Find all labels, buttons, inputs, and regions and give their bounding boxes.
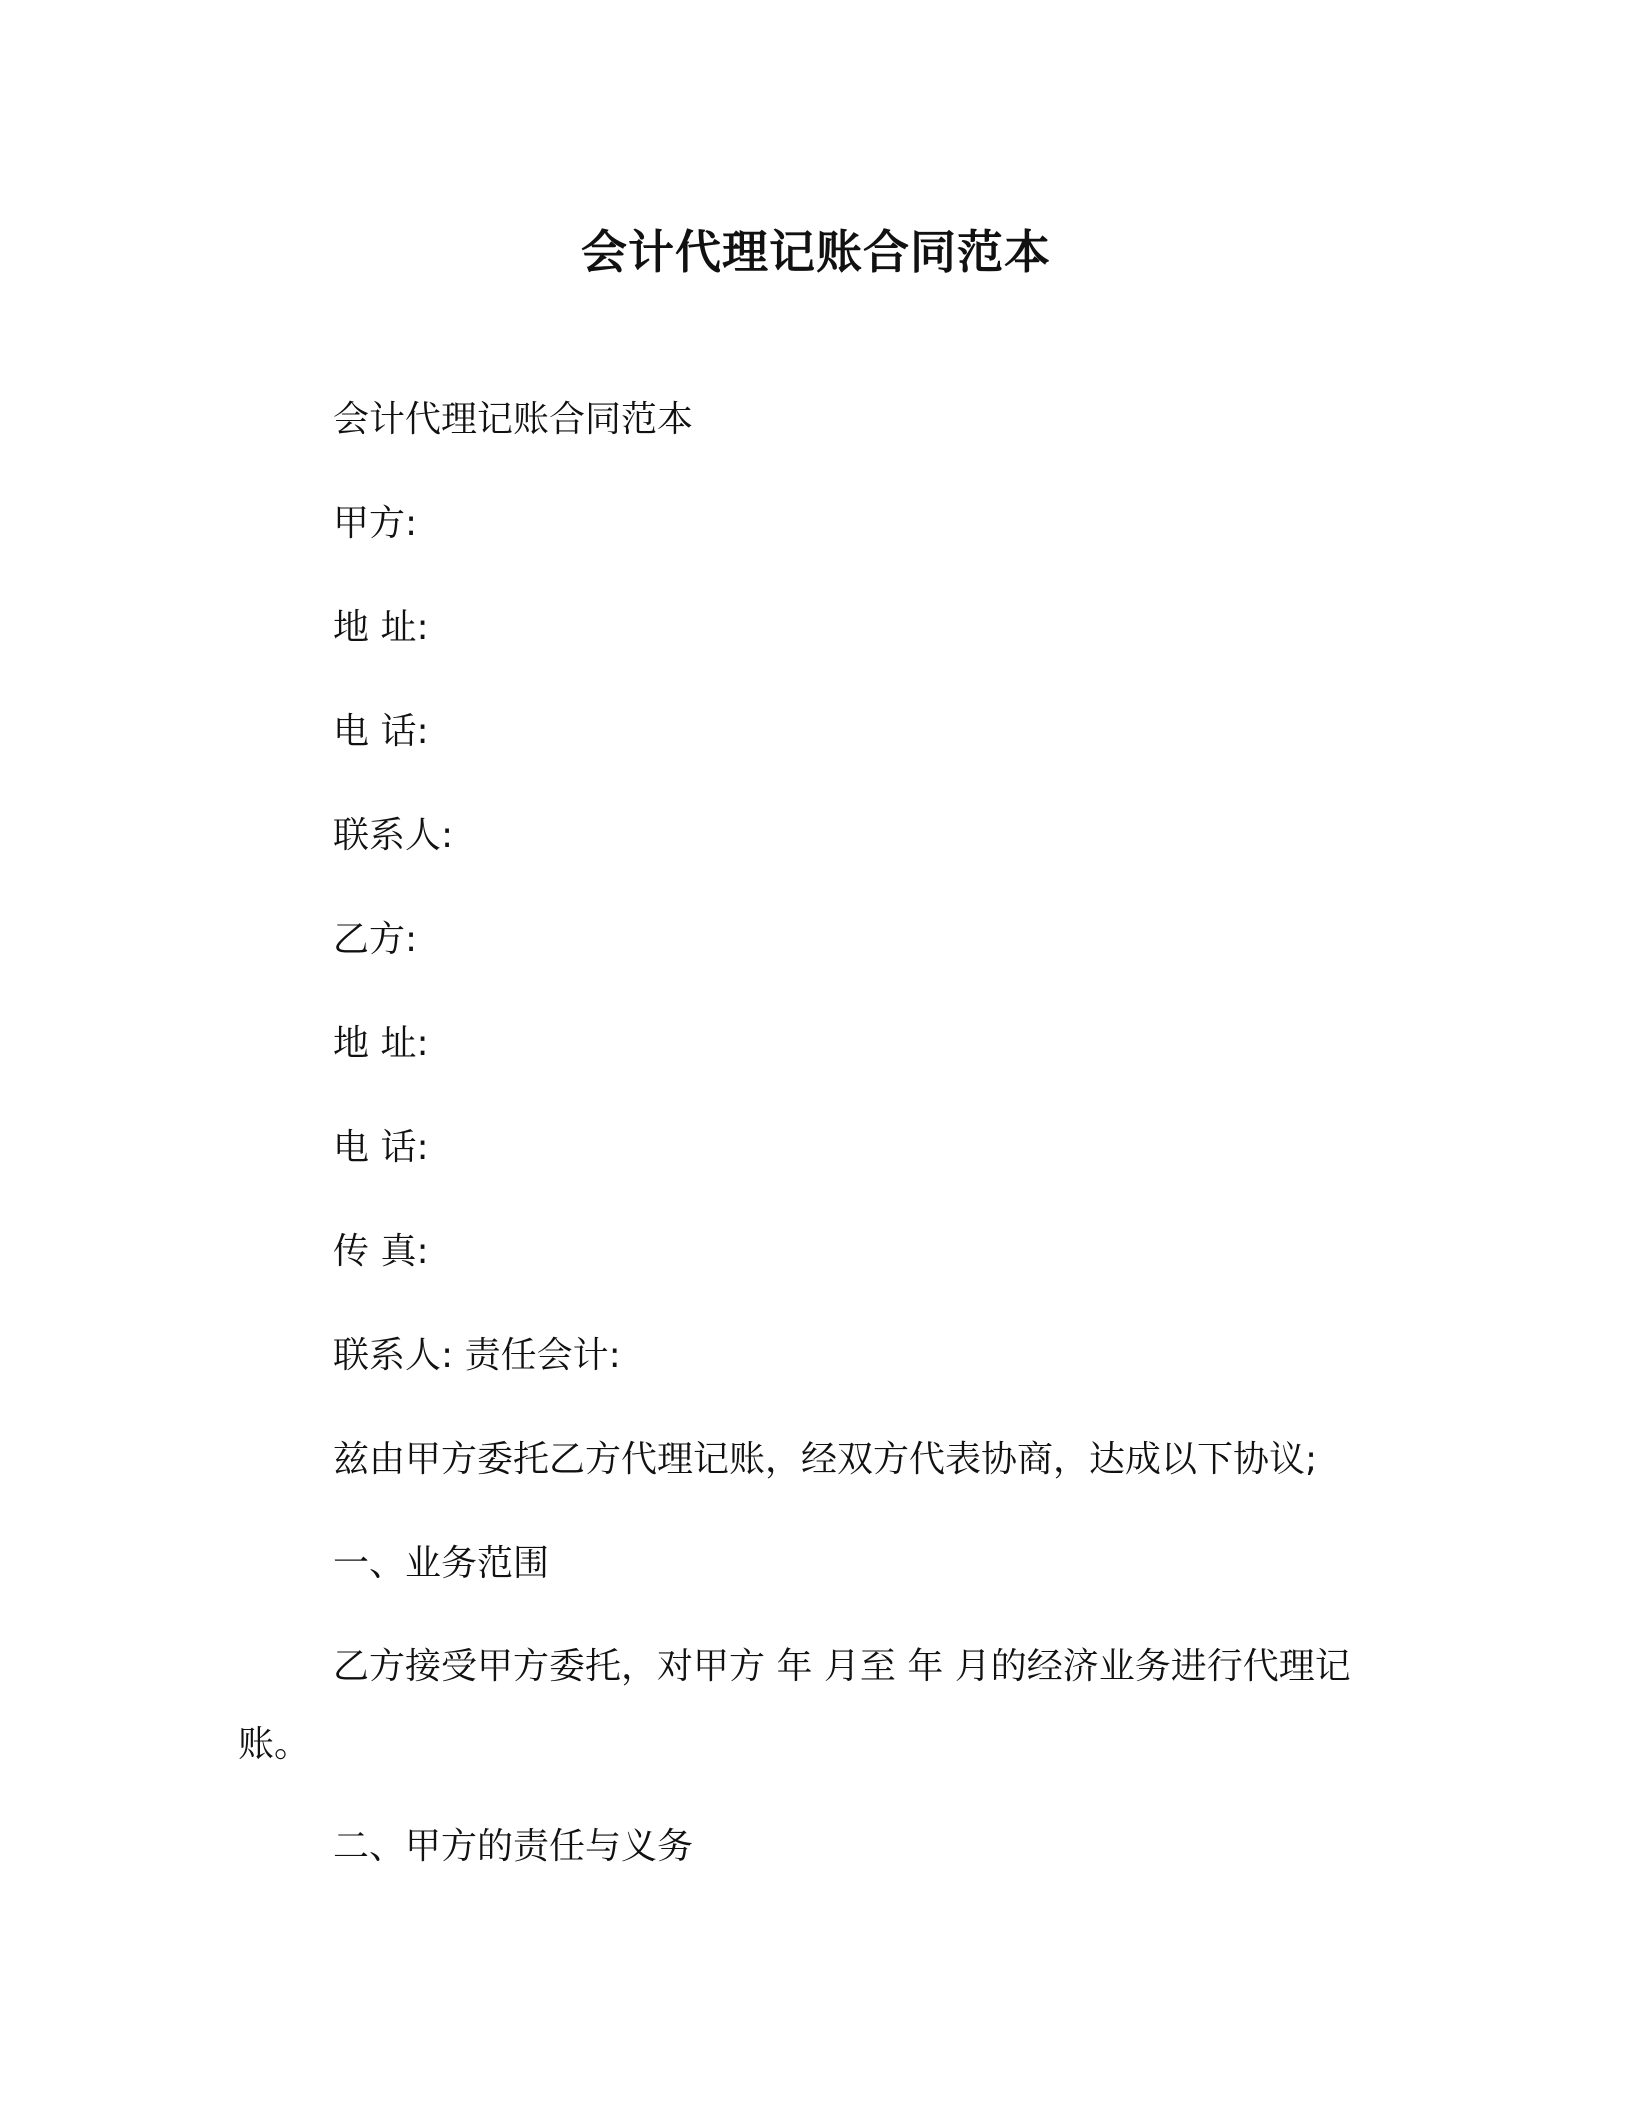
section1-body: 乙方接受甲方委托，对甲方 年 月至 年 月的经济业务进行代理记账。	[238, 1646, 1351, 1765]
party-a-address-label: 地 址:	[333, 607, 429, 648]
preamble-paragraph: 兹由甲方委托乙方代理记账，经双方代表协商，达成以下协议;	[333, 1439, 1318, 1480]
section1-heading: 一、业务范围	[333, 1543, 550, 1584]
party-a-contact-label: 联系人:	[333, 815, 454, 856]
party-b-contact-label: 联系人: 责任会计:	[333, 1335, 621, 1376]
document-subtitle: 会计代理记账合同范本	[333, 399, 694, 440]
party-a-name-label: 甲方:	[333, 503, 418, 544]
party-b-name-label: 乙方:	[333, 919, 418, 960]
party-a-phone-label: 电 话:	[333, 711, 429, 752]
party-b-phone-label: 电 话:	[333, 1127, 429, 1168]
section2-heading: 二、甲方的责任与义务	[333, 1826, 694, 1867]
party-b-fax-label: 传 真:	[333, 1231, 429, 1272]
party-b-address-label: 地 址:	[333, 1023, 429, 1064]
document-title: 会计代理记账合同范本	[581, 225, 1051, 279]
